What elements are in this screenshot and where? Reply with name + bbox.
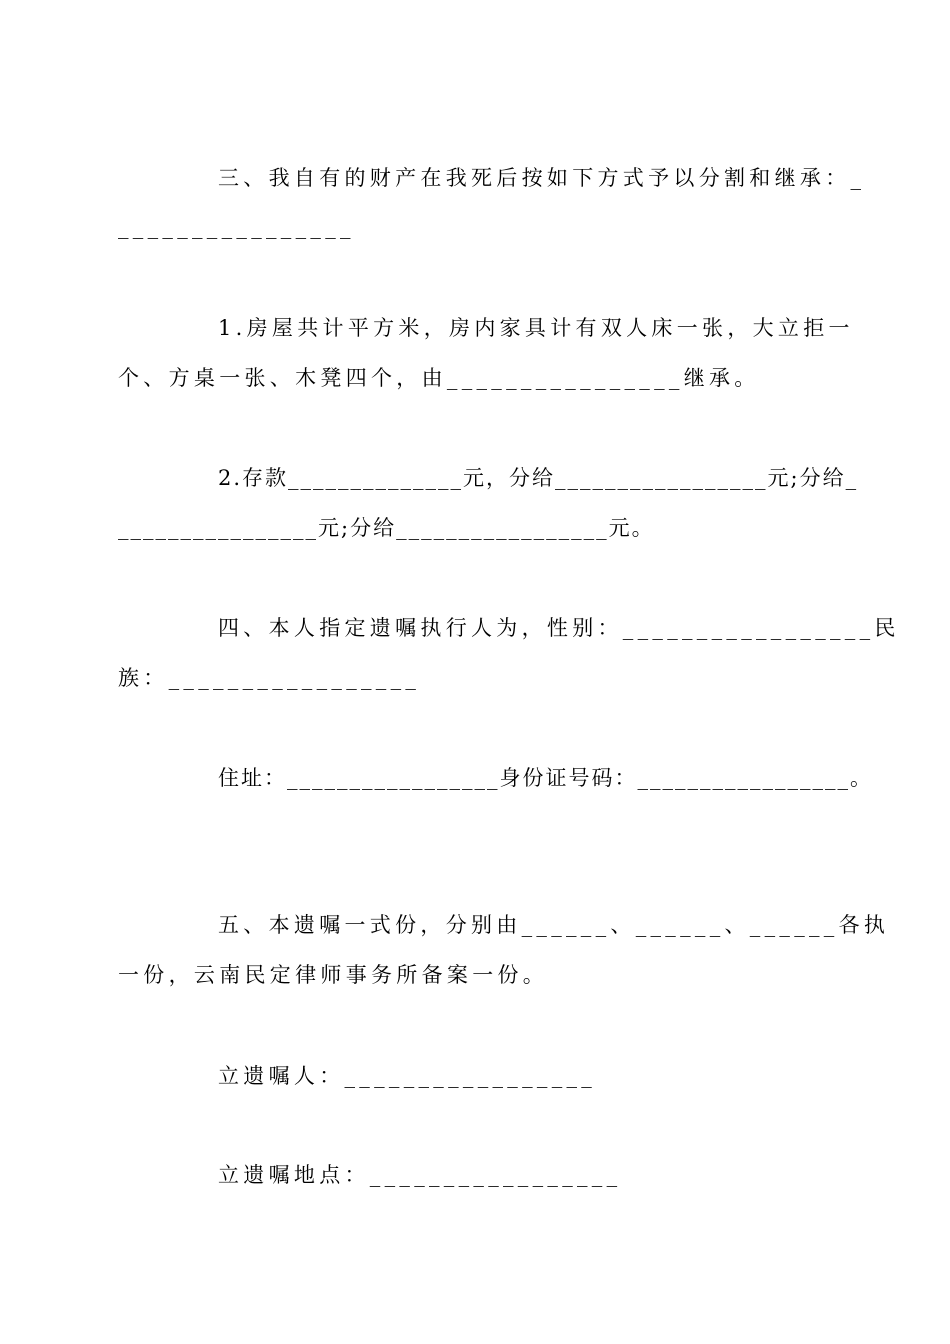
- clause-3-line-1: 三、我自有的财产在我死后按如下方式予以分割和继承：_: [218, 166, 866, 190]
- clause-5-line-2: 一份，云南民定律师事务所备案一份。: [118, 963, 549, 987]
- item-1-line-1: 1.房屋共计平方米，房内家具计有双人床一张，大立拒一: [218, 316, 854, 340]
- clause-3-line-2: ________________: [118, 215, 355, 239]
- address-id-line: 住址：_________________身份证号码：_________________。: [218, 766, 873, 790]
- item-2-line-2: ________________元;分给_________________元。: [118, 516, 655, 540]
- will-location-line: 立遗嘱地点：_________________: [218, 1163, 622, 1187]
- item-1-line-2: 个、方桌一张、木凳四个，由________________继承。: [118, 366, 760, 390]
- clause-4-line-2: 族：_________________: [118, 666, 421, 690]
- testator-line: 立遗嘱人：_________________: [218, 1064, 597, 1088]
- clause-4-line-1: 四、本人指定遗嘱执行人为，性别：_________________民: [218, 616, 900, 640]
- item-2-line-1: 2.存款______________元，分给_________________元;分给_: [218, 466, 859, 490]
- clause-5-line-1: 五、本遗嘱一式份，分别由______、______、______各执: [218, 913, 890, 937]
